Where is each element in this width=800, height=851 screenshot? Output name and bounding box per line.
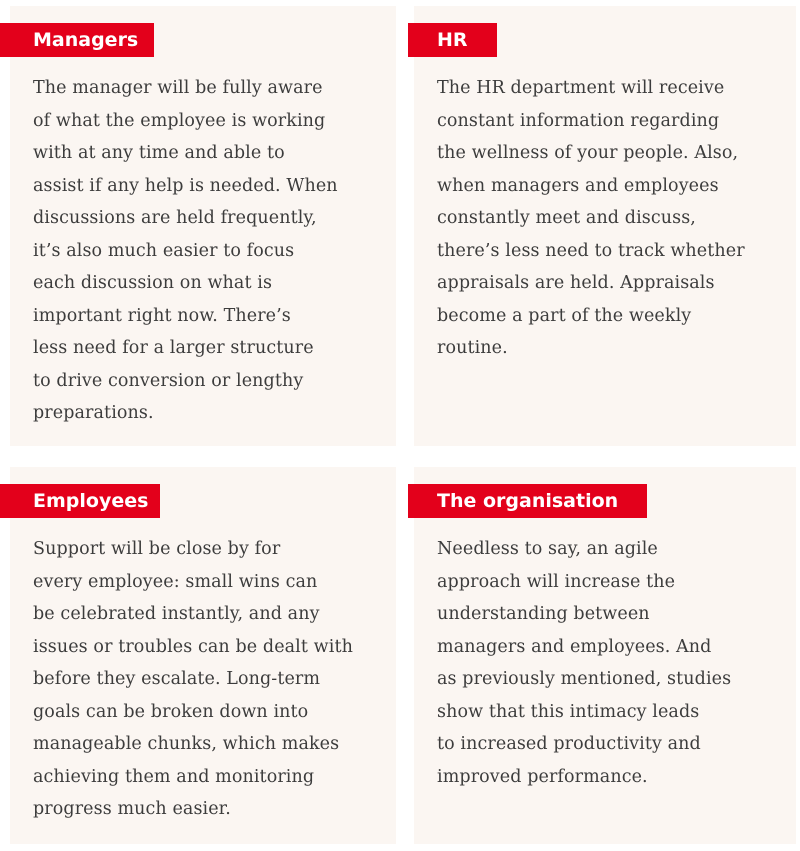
body-line: constantly meet and discuss, — [437, 208, 696, 228]
hr-body — [437, 72, 793, 365]
body-line: before they escalate. Long-term — [33, 669, 321, 689]
body-line: less need for a larger structure — [33, 338, 314, 358]
body-line: discussions are held frequently, — [33, 208, 317, 228]
body-line: of what the employee is working — [33, 110, 326, 131]
body-line: assist if any help is needed. When — [33, 175, 338, 196]
body-line: it’s also much easier to focus — [33, 240, 295, 261]
body-line: manageable chunks, which makes — [33, 734, 340, 754]
body-line: improved performance. — [437, 766, 648, 787]
body-line: managers and employees. And — [437, 636, 712, 657]
body-line: goals can be broken down into — [33, 701, 309, 722]
body-line: Needless to say, an agile — [437, 539, 658, 559]
body-line: The manager will be fully aware — [33, 78, 323, 98]
body-line: constant information regarding — [437, 110, 720, 131]
body-line: show that this intimacy leads — [437, 701, 700, 722]
body-line: when managers and employees — [437, 175, 719, 196]
body-line: important right now. There’s — [33, 305, 291, 326]
body-line: appraisals are held. Appraisals — [437, 273, 715, 293]
body-line: Support will be close by for — [33, 539, 281, 559]
body-line: understanding between — [437, 604, 650, 624]
body-line: to increased productivity and — [437, 734, 701, 754]
body-line: preparations. — [33, 403, 154, 423]
employees-body — [33, 533, 393, 826]
body-line: the wellness of your people. Also, — [437, 143, 739, 163]
employees-card — [10, 467, 396, 844]
body-line: every employee: small wins can — [33, 571, 318, 592]
body-line: as previously mentioned, studies — [437, 669, 732, 689]
hr-heading: HR — [408, 23, 497, 57]
body-line: progress much easier. — [33, 799, 231, 819]
body-line: with at any time and able to — [33, 143, 285, 163]
employees-heading: Employees — [0, 484, 160, 518]
body-line: each discussion on what is — [33, 273, 273, 293]
organisation-heading: The organisation — [408, 484, 647, 518]
body-line: be celebrated instantly, and any — [33, 604, 320, 624]
body-line: issues or troubles can be dealt with — [33, 636, 353, 657]
body-line: become a part of the weekly — [437, 305, 692, 326]
organisation-body — [437, 533, 793, 793]
organisation-card — [414, 467, 796, 844]
body-line: The HR department will receive — [437, 78, 725, 98]
managers-body — [33, 72, 393, 430]
managers-heading: Managers — [0, 23, 154, 57]
managers-card — [10, 6, 396, 446]
body-line: there’s less need to track whether — [437, 240, 745, 261]
body-line: achieving them and monitoring — [33, 766, 315, 787]
hr-card — [414, 6, 796, 446]
body-line: to drive conversion or lengthy — [33, 370, 304, 391]
body-line: routine. — [437, 338, 508, 358]
body-line: approach will increase the — [437, 571, 676, 592]
